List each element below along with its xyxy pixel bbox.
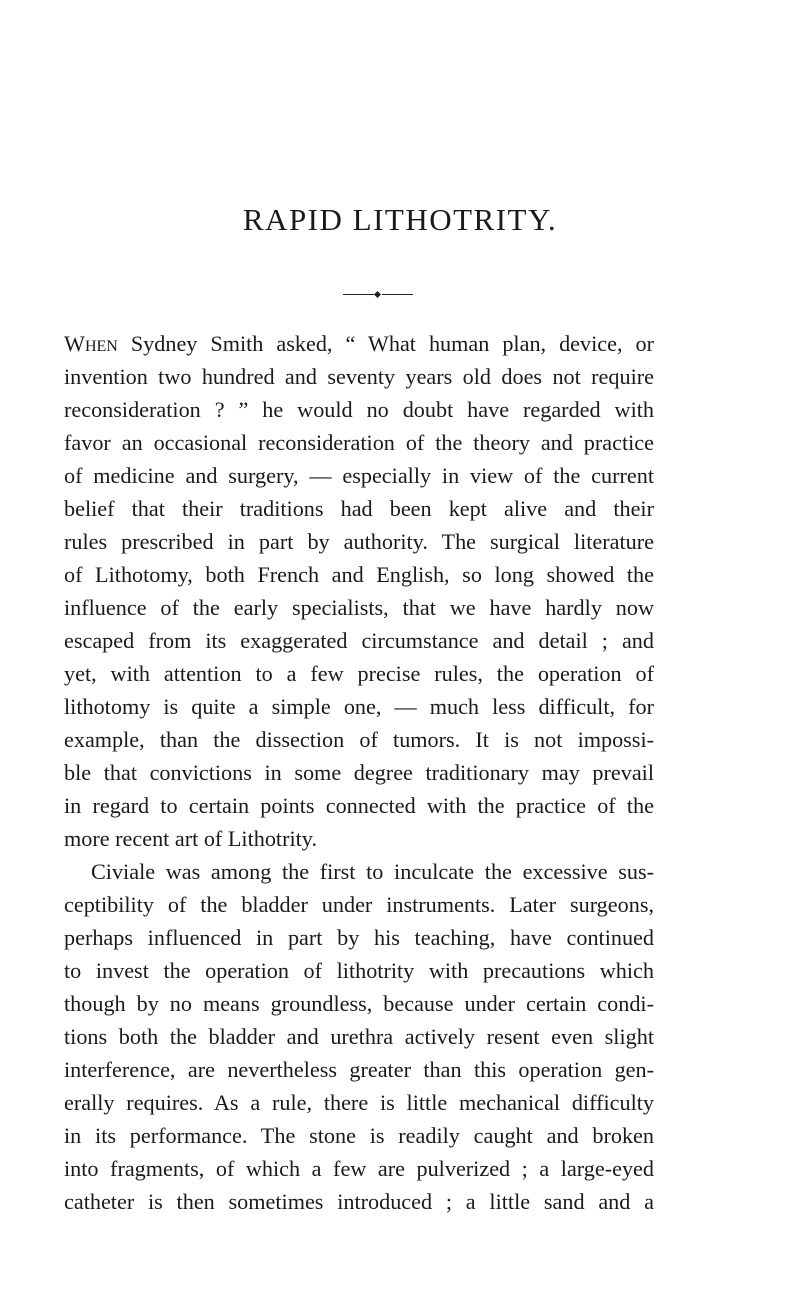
paragraph-2-line: in its performance. The stone is readily caught and broken [64, 1123, 654, 1148]
chapter-title: RAPID LITHOTRITY. [242, 202, 558, 237]
paragraph-2-line: catheter is then sometimes introduced ; a little sand and a [64, 1189, 654, 1214]
paragraph-1-line: When Sydney Smith asked, “ What human plan, device, or [64, 331, 654, 356]
paragraph-2-line: erally requires. As a rule, there is little mechanical difficulty [64, 1090, 654, 1115]
paragraph-1-line: favor an occasional reconsideration of the theory and practice [64, 430, 654, 455]
paragraph-2-line: perhaps influenced in part by his teaching, have continued [64, 925, 654, 950]
paragraph-1-line: of Lithotomy, both French and English, so long showed the [64, 562, 654, 587]
paragraph-1-line: influence of the early specialists, that we have hardly now [64, 595, 654, 620]
paragraph-1-line: example, than the dissection of tumors. It is not impossi- [64, 727, 654, 752]
paragraph-2-line: Civiale was among the first to inculcate the excessive sus- [91, 859, 654, 884]
paragraph-2-line: to invest the operation of lithotrity with precautions which [64, 958, 654, 983]
paragraph-1-line: of medicine and surgery, — especially in view of the current [64, 463, 654, 488]
paragraph-1-line: reconsideration ? ” he would no doubt have regarded with [64, 397, 654, 422]
paragraph-2-line: ceptibility of the bladder under instruments. Later surgeons, [64, 892, 654, 917]
title-ornament [343, 292, 413, 298]
body-text [64, 327, 654, 1218]
ornament-rule-right [382, 294, 413, 295]
paragraph-1-line: rules prescribed in part by authority. The surgical literature [64, 529, 654, 554]
paragraph-1-line: ble that convictions in some degree traditionary may prevail [64, 760, 654, 785]
paragraph-2-line: interference, are nevertheless greater than this operation gen- [64, 1057, 654, 1082]
paragraph-1-line: more recent art of Lithotrity. [64, 826, 317, 851]
paragraph-1-line: lithotomy is quite a simple one, — much less difficult, for [64, 694, 654, 719]
paragraph-1-line: belief that their traditions had been kept alive and their [64, 496, 654, 521]
paragraph-2-line: though by no means groundless, because under certain condi- [64, 991, 654, 1016]
paragraph-2-line: into fragments, of which a few are pulverized ; a large-eyed [64, 1156, 654, 1181]
ornament-rule-left [343, 294, 374, 295]
paragraph-1-line: invention two hundred and seventy years old does not require [64, 364, 654, 389]
paragraph-1-line: in regard to certain points connected with the practice of the [64, 793, 654, 818]
paragraph-2-line: tions both the bladder and urethra actively resent even slight [64, 1024, 654, 1049]
paragraph-lead-word: When [64, 331, 118, 356]
paragraph-1-line: escaped from its exaggerated circumstance and detail ; and [64, 628, 654, 653]
paragraph-1-line: yet, with attention to a few precise rules, the operation of [64, 661, 654, 686]
diamond-icon [374, 291, 381, 298]
